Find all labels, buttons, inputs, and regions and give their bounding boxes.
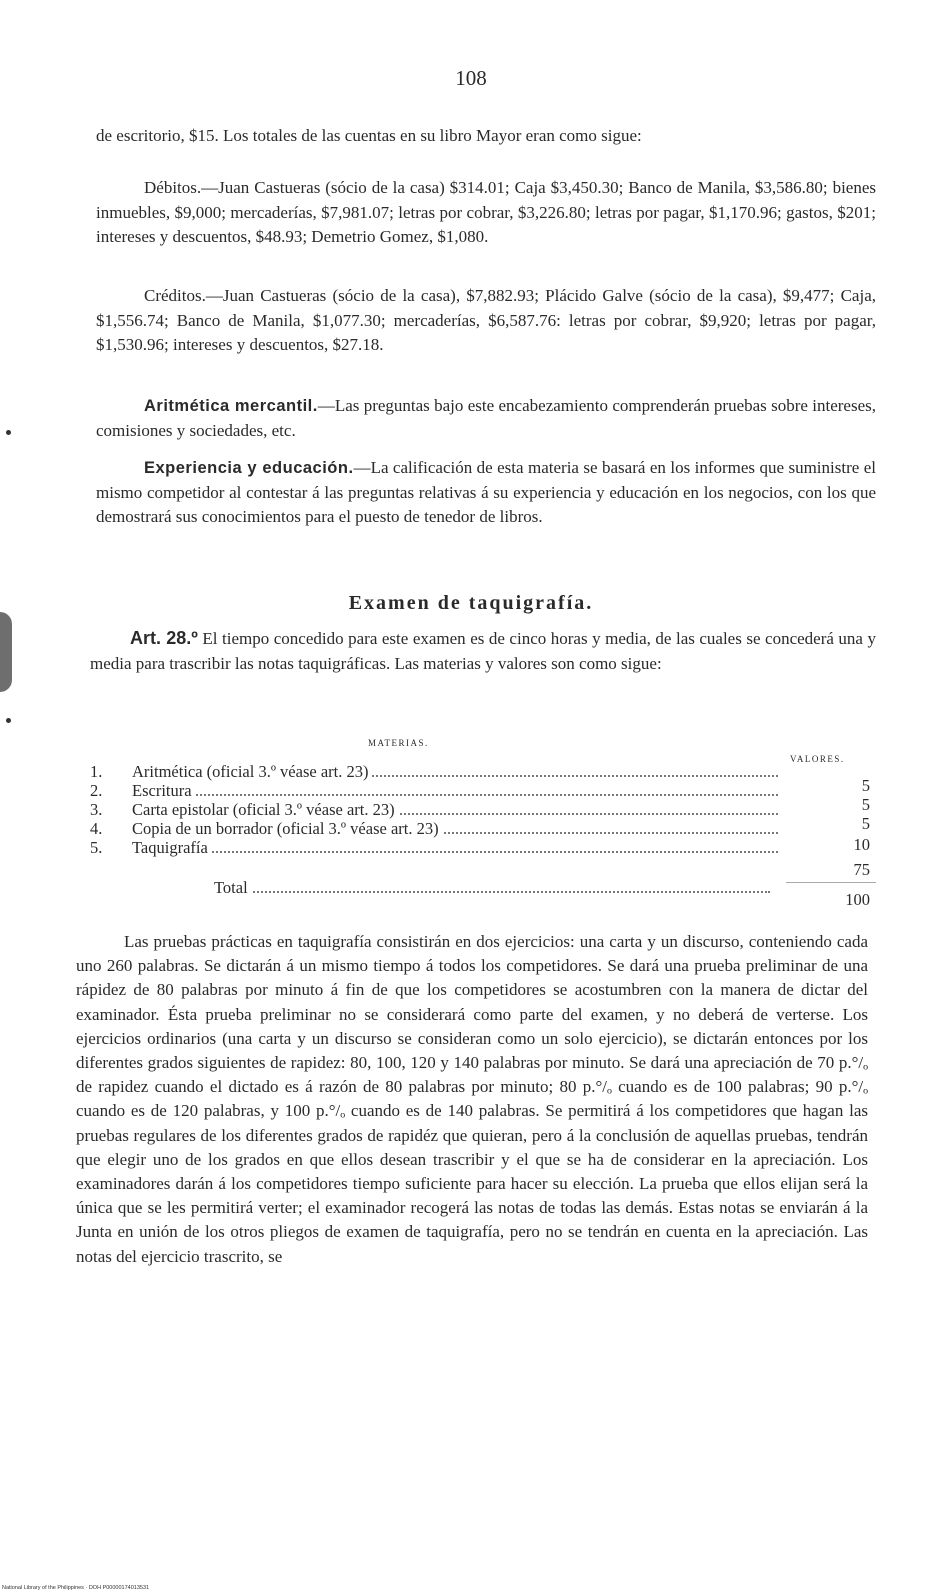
final-paragraph	[76, 930, 868, 1269]
column-header-materias: MATERIAS.	[368, 738, 429, 748]
experiencia-text: —La calificación de esta materia se basará en los informes que suministre el mismo competidor al contestar á las preguntas relativas á su experiencia y educación en los negocios, con los que demostrará sus conocimientos para el puesto de tenedor de libros.	[96, 458, 877, 526]
table-row	[86, 838, 878, 879]
row-label: Escritura	[132, 781, 196, 801]
total-label: Total	[214, 878, 252, 898]
scan-edge-shadow	[0, 612, 12, 692]
row-value: 75	[853, 860, 870, 879]
total-value: 100	[845, 890, 870, 909]
paragraph-aritmetica	[96, 394, 876, 443]
paragraph-creditos	[96, 284, 876, 358]
row-number: 1.	[90, 762, 103, 781]
row-label: Aritmética (oficial 3.º véase art. 23)	[132, 762, 372, 782]
article-paragraph	[90, 626, 876, 676]
creditos-heading: Créditos.	[144, 286, 206, 305]
table-total-row	[86, 878, 878, 909]
paragraph-text: de escritorio, $15. Los totales de las cuentas en su libro Mayor eran como sigue:	[96, 126, 642, 145]
row-label: Taquigrafía	[132, 838, 212, 858]
row-number: 2.	[90, 781, 103, 800]
section-title: Examen de taquigrafía.	[348, 592, 594, 614]
row-number: 4.	[90, 819, 103, 838]
creditos-text: —Juan Castueras (sócio de la casa), $7,882.93; Plácido Galve (sócio de la casa), $9,477; Caja, $1,556.74; Banco de Manila, $1,077.30; mercaderías, $6,587.76: letras por cobrar, $9,920; letras por pagar, $1,530.96; intereses y descuentos, $27.18.	[96, 286, 876, 354]
leader-dots	[132, 794, 778, 796]
row-value: 5	[861, 795, 870, 814]
row-value: 10	[853, 835, 870, 854]
article-heading: Art. 28.º	[130, 628, 198, 648]
leader-dots	[132, 851, 778, 853]
paragraph-intro	[96, 124, 876, 149]
subjects-table	[86, 762, 878, 922]
page-number: 108	[455, 66, 487, 90]
paragraph-debitos	[96, 176, 876, 250]
debitos-heading: Débitos.	[144, 178, 202, 197]
row-number: 5.	[90, 838, 103, 857]
article-text: El tiempo concedido para este examen es de cinco horas y media, de las cuales se concederá una y media para trascribir las notas taquigráficas. Las materias y valores son como sigue:	[90, 629, 876, 673]
row-value: 5	[861, 814, 870, 833]
leader-dots	[214, 891, 770, 893]
row-number: 3.	[90, 800, 103, 819]
scan-speck	[6, 430, 11, 435]
footer-credit: National Library of the Philippines · DOH P00000174013531	[2, 1585, 150, 1591]
row-value: 5	[861, 776, 870, 795]
scan-speck	[6, 718, 11, 723]
paragraph-experiencia	[96, 456, 876, 530]
debitos-text: —Juan Castueras (sócio de la casa) $314.01; Caja $3,450.30; Banco de Manila, $3,586.80; bienes inmuebles, $9,000; mercaderías, $7,981.07; letras por cobrar, $3,226.80; letras por pagar, $1,170.96; gastos, $201; intereses y descuentos, $48.93; Demetrio Gomez, $1,080.	[96, 178, 876, 246]
row-label: Carta epistolar (oficial 3.º véase art. 23)	[132, 800, 399, 820]
row-label: Copia de un borrador (oficial 3.º véase art. 23)	[132, 819, 443, 839]
aritmetica-text: —Las preguntas bajo este encabezamiento comprenderán pruebas sobre intereses, comisiones y sociedades, etc.	[96, 396, 877, 440]
paragraph-text: Las pruebas prácticas en taquigrafía consistirán en dos ejercicios: una carta y un discurso, conteniendo cada uno 260 palabras. Se dictarán á un mismo tiempo á todos los competidores. Se dará una prueba preliminar de una rápidez de 80 palabras por minuto á fin de que los competidores se acostumbren con la manera de dictar del examinador. Ésta prueba preliminar no se considerará como parte del examen, y no deberá de verterse. Los ejercicios ordinarios (una carta y un discurso se consideran como un solo ejercicio), se dictarán entonces por los diferentes grados siguientes de rapidez: 80, 100, 120 y 140 palabras por minuto. Se dará una apreciación de 70 p.°/ₒ de rapidez cuando el dictado es á razón de 80 palabras por minuto; 80 p.°/ₒ cuando es de 100 palabras; 90 p.°/ₒ cuando es de 120 palabras, y 100 p.°/ₒ cuando es de 140 palabras. Se permitirá á los competidores que hagan las pruebas regulares de los diferentes grados de rapidéz que quieran, pero á la conclusión de aquellas pruebas, tendrán que elegir uno de los grados en que ellos desean trascribir y el que se ha de considerar en la apreciación. Los examinadores darán á los competidores tiempo suficiente para hacer su elección. La prueba que ellos elijan será la única que se les permitirá verter; el examinador recogerá las notas de todas las demás. Estas notas se enviarán á la Junta en unión de los otros pliegos de examen de taquigrafía, pero no se tendrán en cuenta en la apreciación. Las notas del ejercicio trascrito, se	[76, 932, 868, 1266]
column-header-valores: VALORES.	[790, 754, 845, 764]
aritmetica-heading: Aritmética mercantil.	[144, 397, 318, 415]
experiencia-heading: Experiencia y educación.	[144, 459, 354, 477]
